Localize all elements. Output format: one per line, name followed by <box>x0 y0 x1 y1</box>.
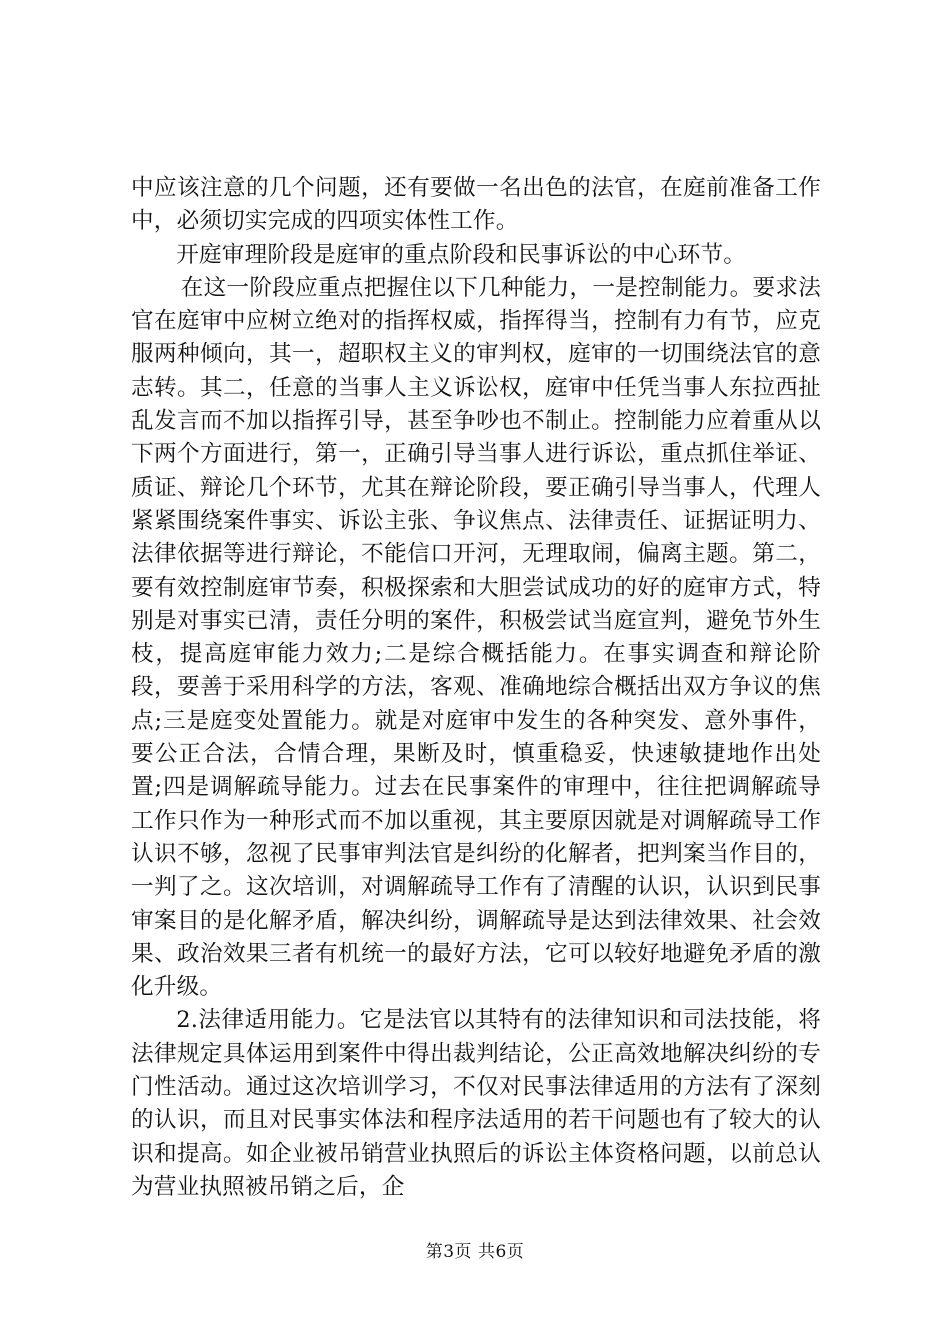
paragraph-continuation: 中应该注意的几个问题，还有要做一名出色的法官，在庭前准备工作中，必须切实完成的四项实体性工作。 <box>131 175 821 235</box>
paragraph-law-application: 2.法律适用能力。它是法官以其特有的法律知识和司法技能，将法律规定具体运用到案件中得出裁判结论，公正高效地解决纠纷的专门性活动。通过这次培训学习，不仅对民事法律适用的方法有了深刻的认识，而且对民事实体法和程序法适用的若干问题也有了较大的认识和提高。如企业被吊销营业执照后的诉讼主体资格问题，以前总认为营业执照被吊销之后，企 <box>131 1007 821 1200</box>
paragraph-trial-stage: 开庭审理阶段是庭审的重点阶段和民事诉讼的中心环节。 <box>176 241 747 268</box>
page-number-footer: 第3页 共6页 <box>425 1242 525 1262</box>
document-body <box>131 172 821 1204</box>
paragraph-abilities: 在这一阶段应重点把握住以下几种能力，一是控制能力。要求法官在庭审中应树立绝对的指挥权威，指挥得当，控制有力有节，应克服两种倾向，其一，超职权主义的审判权，庭审的一切围绕法官的意志转。其二，任意的当事人主义诉讼权，庭审中任凭当事人东拉西扯乱发言而不加以指挥引导，甚至争吵也不制止。控制能力应着重从以下两个方面进行，第一，正确引导当事人进行诉讼，重点抓住举证、质证、辩论几个环节，尤其在辩论阶段，要正确引导当事人，代理人紧紧围绕案件事实、诉讼主张、争议焦点、法律责任、证据证明力、法律依据等进行辩论，不能信口开河，无理取闹，偏离主题。第二，要有效控制庭审节奏，积极探索和大胆尝试成功的好的庭审方式，特别是对事实已清，责任分明的案件，积极尝试当庭宣判，避免节外生枝，提高庭审能力效力;二是综合概括能力。在事实调查和辩论阶段，要善于采用科学的方法，客观、准确地综合概括出双方争议的焦点;三是庭变处置能力。就是对庭审中发生的各种突发、意外事件，要公正合法，合情合理，果断及时，慎重稳妥，快速敏捷地作出处置;四是调解疏导能力。过去在民事案件的审理中，往往把调解疏导工作只作为一种形式而不加以重视，其主要原因就是对调解疏导工作认识不够，忽视了民事审判法官是纠纷的化解者，把判案当作目的，一判了之。这次培训，对调解疏导工作有了清醒的认识，认识到民事审案目的是化解矛盾，解决纠纷，调解疏导是达到法律效果、社会效果、政治效果三者有机统一的最好方法，它可以较好地避免矛盾的激化升级。 <box>131 274 821 1001</box>
